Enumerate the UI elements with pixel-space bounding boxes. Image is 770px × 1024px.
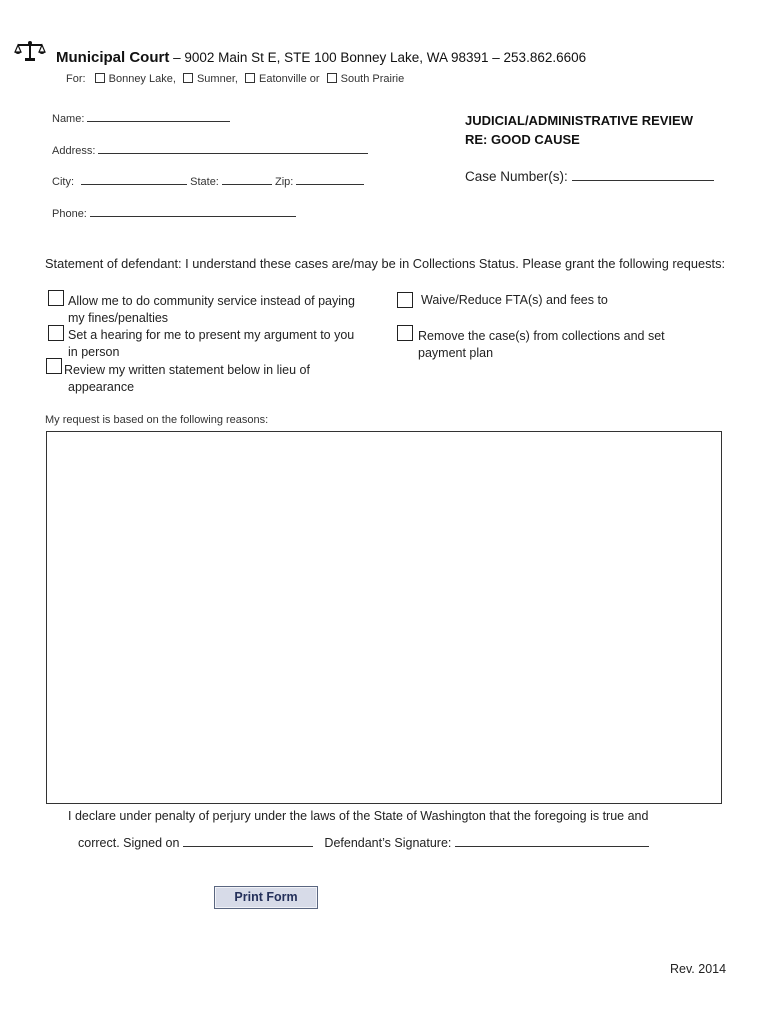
print-form-button[interactable]: Print Form — [214, 886, 318, 909]
review-title — [465, 111, 693, 149]
remove-collections-checkbox[interactable] — [397, 325, 413, 341]
written-statement-line2: appearance — [68, 380, 135, 394]
eatonville-label: Eatonville or — [259, 73, 320, 85]
reasons-label: My request is based on the following reasons: — [45, 414, 269, 426]
court-name: Municipal Court — [56, 49, 170, 66]
address-row — [52, 142, 368, 157]
state-field[interactable] — [222, 173, 272, 185]
bonney-lake-checkbox[interactable] — [95, 73, 105, 83]
hearing-checkbox[interactable] — [48, 325, 64, 341]
community-service-label — [68, 293, 355, 327]
city-label: City: — [52, 176, 74, 188]
review-title-line1: JUDICIAL/ADMINISTRATIVE REVIEW — [465, 113, 693, 128]
name-field[interactable] — [87, 110, 230, 122]
south-prairie-label: South Prairie — [340, 73, 405, 85]
hearing-label — [68, 327, 354, 361]
state-label: State: — [190, 176, 219, 188]
community-service-line2: my fines/penalties — [68, 311, 169, 325]
south-prairie-checkbox[interactable] — [327, 73, 337, 83]
written-statement-line1: Review my written statement below in lieu of — [64, 363, 310, 377]
statement-text: Statement of defendant: I understand these cases are/may be in Collections Status. Please grant the following requests: — [45, 256, 726, 271]
sumner-checkbox[interactable] — [183, 73, 193, 83]
waive-fees-label: Waive/Reduce FTA(s) and fees to — [421, 293, 608, 307]
zip-field[interactable] — [296, 173, 364, 185]
community-service-checkbox[interactable] — [48, 290, 64, 306]
written-statement-label — [64, 362, 310, 396]
phone-label: Phone: — [52, 208, 87, 220]
written-statement-checkbox[interactable] — [46, 358, 62, 374]
court-address: – 9002 Main St E, STE 100 Bonney Lake, WA 98391 – 253.862.6606 — [169, 50, 587, 65]
zip-label: Zip: — [275, 176, 294, 188]
signature-field[interactable] — [455, 835, 649, 847]
declaration-line1: I declare under penalty of perjury under the laws of the State of Washington that the foregoing is true and — [68, 809, 649, 823]
name-label: Name: — [52, 113, 85, 125]
signed-on-label: correct. Signed on — [78, 836, 180, 850]
waive-fees-checkbox[interactable] — [397, 292, 413, 308]
declaration-line2 — [78, 835, 649, 850]
hearing-line2: in person — [68, 345, 120, 359]
case-number-label: Case Number(s): — [465, 169, 568, 184]
phone-field[interactable] — [90, 205, 296, 217]
city-row — [52, 173, 364, 188]
reasons-textarea[interactable] — [46, 431, 722, 804]
revision-label: Rev. 2014 — [670, 962, 727, 976]
name-row — [52, 110, 230, 125]
review-title-line2: RE: GOOD CAUSE — [465, 132, 580, 147]
phone-row — [52, 205, 296, 220]
case-number-field[interactable] — [572, 168, 714, 181]
address-label: Address: — [52, 145, 96, 157]
for-label: For: — [66, 73, 86, 85]
remove-collections-label — [418, 328, 665, 362]
eatonville-checkbox[interactable] — [245, 73, 255, 83]
bonney-lake-label: Bonney Lake, — [108, 73, 176, 85]
court-header — [56, 49, 586, 66]
sumner-label: Sumner, — [196, 73, 238, 85]
address-field[interactable] — [98, 142, 368, 154]
community-service-line1: Allow me to do community service instead of paying — [68, 294, 355, 308]
remove-collections-line1: Remove the case(s) from collections and set — [418, 329, 665, 343]
jurisdiction-row — [66, 73, 404, 85]
hearing-line1: Set a hearing for me to present my argument to you — [68, 328, 355, 342]
case-number-row — [465, 168, 714, 184]
remove-collections-line2: payment plan — [418, 346, 494, 360]
signed-date-field[interactable] — [183, 835, 313, 847]
city-field[interactable] — [81, 173, 187, 185]
scales-of-justice-icon — [14, 40, 46, 62]
signature-label: Defendant’s Signature: — [324, 836, 452, 850]
